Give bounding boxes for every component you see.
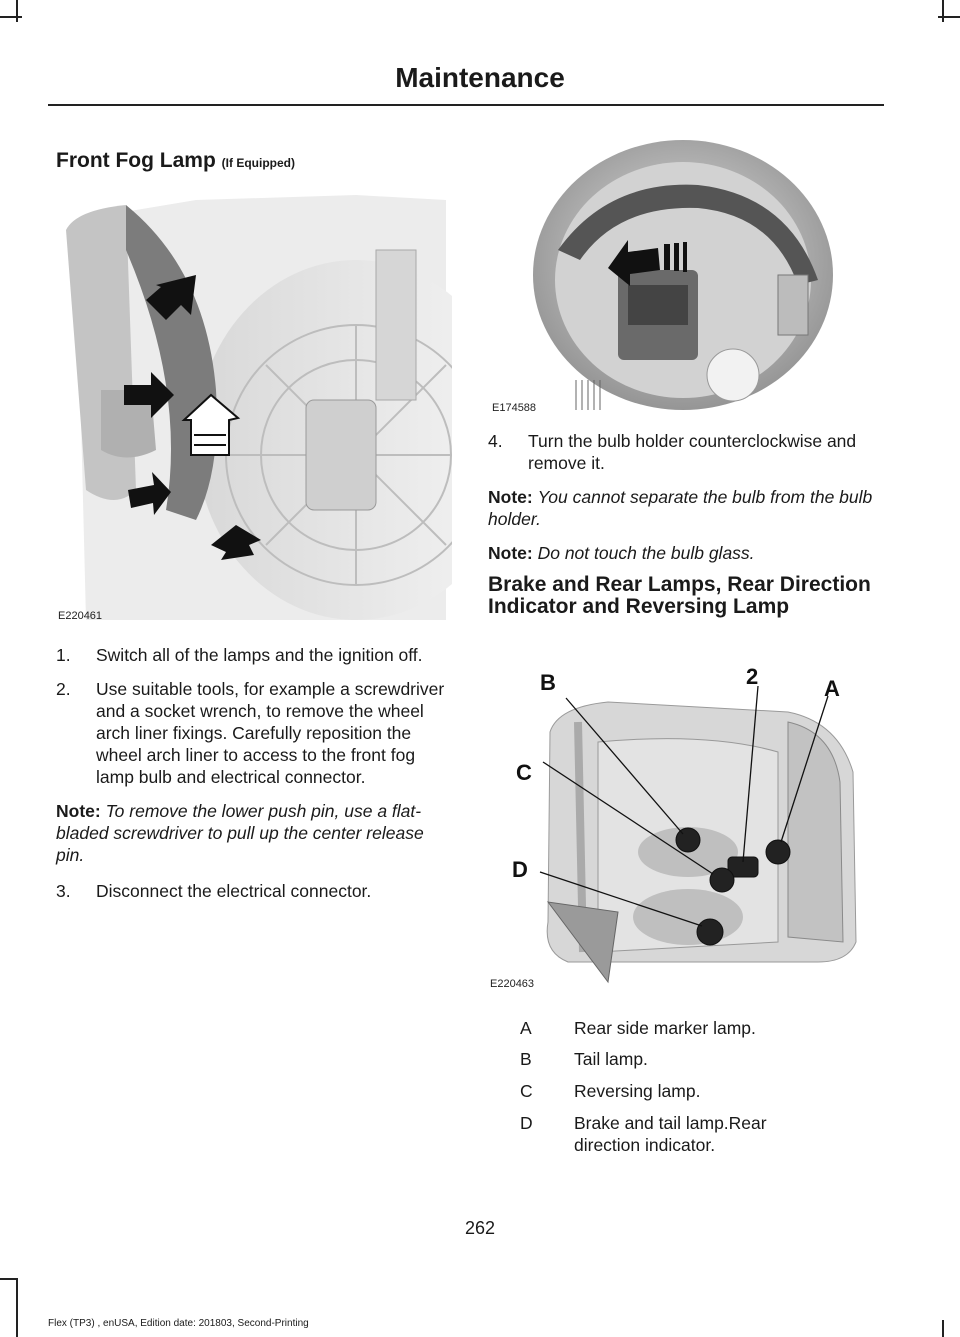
- legend-key: C: [520, 1081, 533, 1101]
- step-number: 2.: [56, 679, 71, 699]
- section-title: Front Fog Lamp: [56, 149, 216, 172]
- note-label: Note:: [488, 487, 533, 507]
- crop-mark: [942, 0, 944, 22]
- legend-key: B: [520, 1049, 532, 1069]
- figure-code: E174588: [492, 402, 537, 414]
- step-number: 4.: [488, 431, 503, 451]
- callout-2: 2: [746, 664, 759, 689]
- note-label: Note:: [56, 801, 101, 821]
- page-header-title: Maintenance: [395, 62, 565, 93]
- footer-edition: Flex (TP3) , enUSA, Edition date: 201803, Second-Printing: [48, 1318, 309, 1329]
- note-text: To remove the lower push pin, use a flat-bladed screwdriver to pull up the center release pin.: [56, 801, 424, 865]
- bulb-holder-illustration: [488, 140, 880, 422]
- crop-mark: [0, 1278, 18, 1280]
- legend-value: Rear side marker lamp.: [574, 1018, 756, 1038]
- bulb-holder-figure: [488, 140, 880, 422]
- note: [488, 486, 884, 530]
- note: [488, 542, 884, 564]
- callout-d: D: [512, 857, 528, 882]
- section-title: Brake and Rear Lamps, Rear Direction Indicator and Reversing Lamp: [488, 573, 871, 618]
- step-text: Switch all of the lamps and the ignition off.: [96, 645, 423, 665]
- callout-b: B: [540, 670, 556, 695]
- section-qualifier: (If Equipped): [221, 156, 295, 170]
- rear-lamp-illustration: [488, 662, 880, 992]
- bulb-steps: [488, 430, 884, 564]
- rear-lamps-heading: [488, 574, 884, 618]
- step-text: Use suitable tools, for example a screwdriver and a socket wrench, to remove the wheel arch liner fixings. Carefully reposition the wheel arch liner to access to the front fog lamp bulb and electrical connector.: [96, 679, 445, 787]
- step-text: Disconnect the electrical connector.: [96, 881, 372, 901]
- callout-a: A: [824, 676, 840, 701]
- step-4: [488, 430, 884, 474]
- legend-key: D: [520, 1113, 533, 1133]
- note-text: You cannot separate the bulb from the bulb holder.: [488, 487, 873, 529]
- wheel-arch-illustration: [56, 190, 452, 630]
- crop-mark: [942, 1320, 944, 1337]
- crop-mark: [16, 1280, 18, 1337]
- fog-lamp-steps: [56, 644, 452, 902]
- step-1: [56, 644, 452, 666]
- note: [56, 800, 452, 866]
- figure-code: E220461: [58, 610, 103, 622]
- crop-mark: [16, 0, 18, 22]
- crop-mark: [0, 16, 22, 18]
- page-number: 262: [464, 1218, 496, 1238]
- note-text: Do not touch the bulb glass.: [537, 543, 755, 563]
- legend-value: Brake and tail lamp.Rear direction indicator.: [574, 1113, 767, 1155]
- step-number: 3.: [56, 881, 71, 901]
- step-3: [56, 880, 452, 902]
- callout-c: C: [516, 760, 532, 785]
- legend-key: A: [520, 1018, 532, 1038]
- header-divider: [48, 104, 884, 106]
- step-number: 1.: [56, 645, 71, 665]
- figure-code: E220463: [490, 978, 535, 990]
- fog-lamp-heading: [56, 150, 456, 174]
- legend-value: Tail lamp.: [574, 1049, 648, 1069]
- step-text: Turn the bulb holder counterclockwise and remove it.: [528, 431, 857, 473]
- wheel-arch-figure: [56, 190, 452, 630]
- rear-lamp-figure: [488, 662, 880, 992]
- step-2: [56, 678, 452, 788]
- note-label: Note:: [488, 543, 533, 563]
- legend-value: Reversing lamp.: [574, 1081, 701, 1101]
